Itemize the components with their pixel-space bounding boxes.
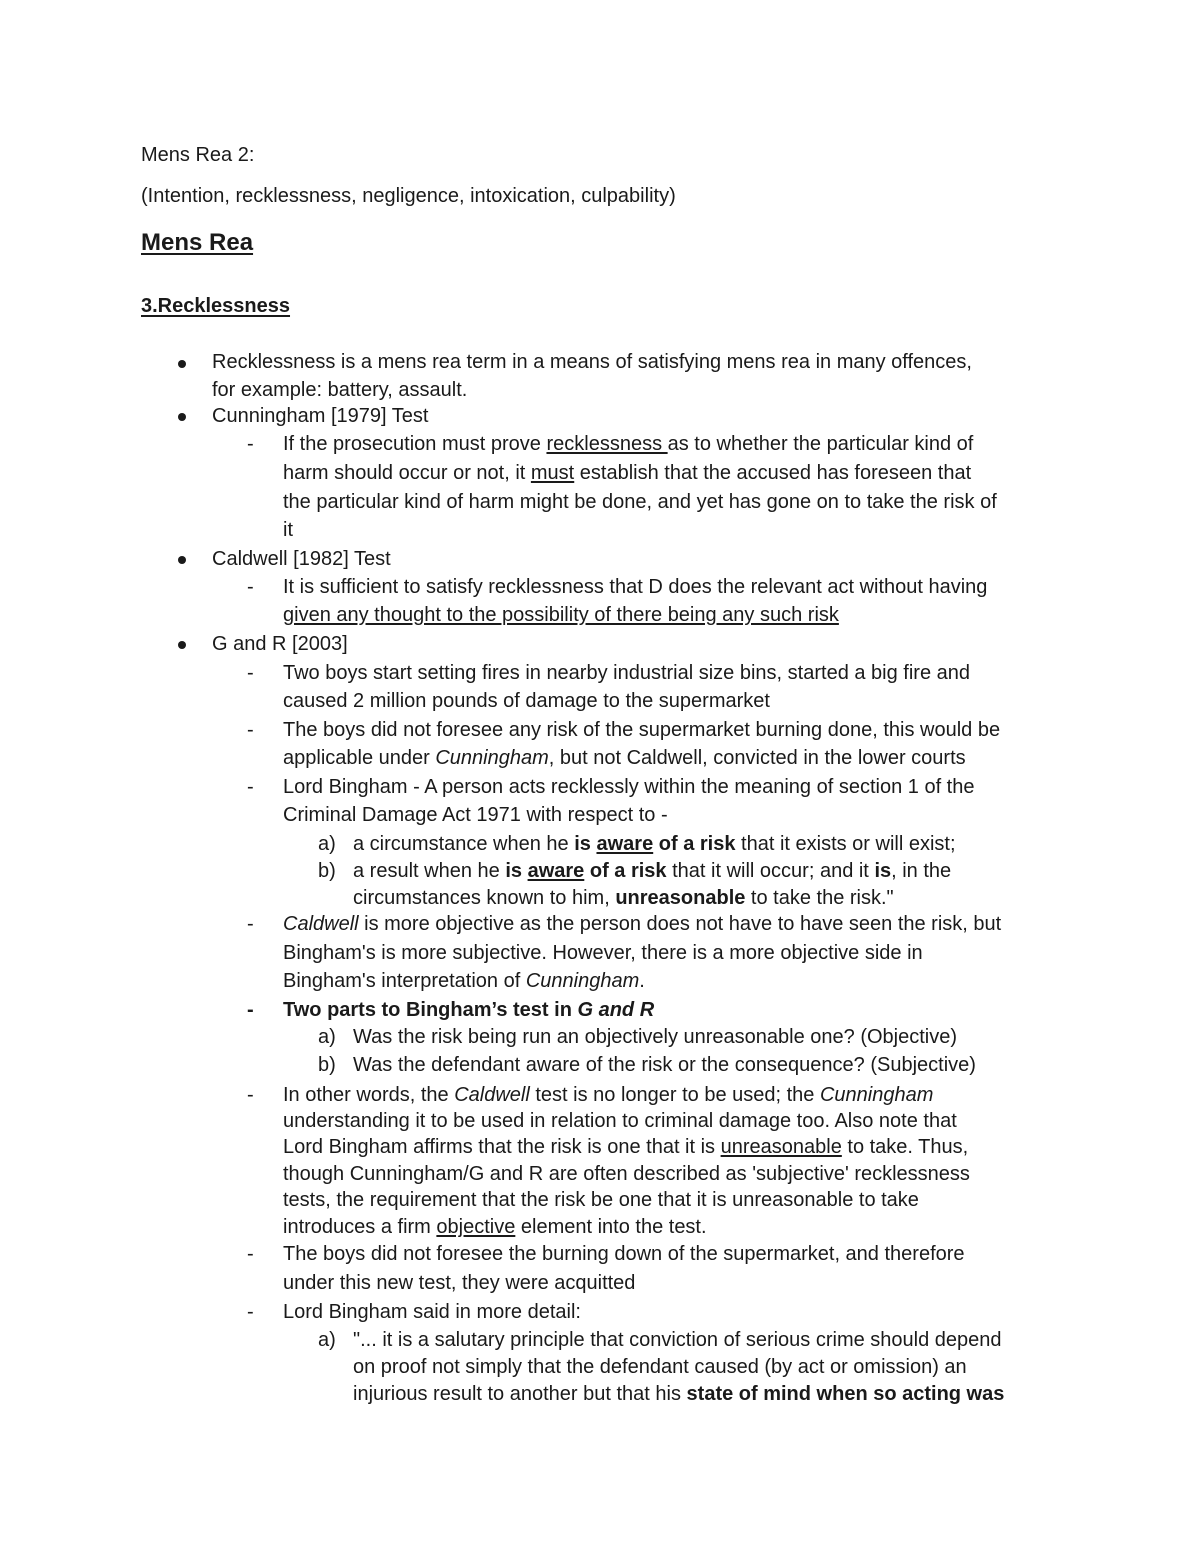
bullet-title-cunningham: Cunningham [1979] Test	[212, 405, 429, 427]
list-text: Was the defendant aware of the risk or the consequence? (Subjective)	[353, 1054, 976, 1076]
dash-marker: -	[247, 576, 254, 598]
list-text: In other words, the Caldwell test is no longer to be used; the Cunningham	[283, 1084, 934, 1106]
list-text: The boys did not foresee any risk of the supermarket burning done, this would be	[283, 719, 1001, 741]
document-title: Mens Rea 2:	[141, 144, 255, 166]
list-text: Bingham's is more subjective. However, there is a more objective side in	[283, 942, 923, 964]
list-text: Caldwell is more objective as the person does not have to have seen the risk, but	[283, 913, 1002, 935]
dash-marker: -	[247, 433, 254, 455]
bullet-icon	[178, 641, 186, 649]
list-text: harm should occur or not, it must establish that the accused has foreseen that	[283, 462, 972, 484]
dash-marker: -	[247, 719, 254, 741]
list-text: Lord Bingham - A person acts recklessly within the meaning of section 1 of the	[283, 776, 975, 798]
list-text: Bingham's interpretation of Cunningham.	[283, 970, 645, 992]
bullet-icon	[178, 360, 186, 368]
dash-marker: -	[247, 913, 254, 935]
list-text: understanding it to be used in relation to criminal damage too. Also note that	[283, 1110, 957, 1132]
bullet-icon	[178, 413, 186, 421]
list-text: Lord Bingham affirms that the risk is one that it is unreasonable to take. Thus,	[283, 1136, 969, 1158]
list-text: introduces a firm objective element into the test.	[283, 1216, 707, 1238]
list-text: Lord Bingham said in more detail:	[283, 1301, 581, 1323]
document-subtitle: (Intention, recklessness, negligence, intoxication, culpability)	[141, 185, 676, 207]
list-text: injurious result to another but that his state of mind when so acting was	[353, 1383, 1005, 1405]
list-text: under this new test, they were acquitted	[283, 1272, 636, 1294]
list-text: caused 2 million pounds of damage to the supermarket	[283, 690, 770, 712]
heading-mens-rea: Mens Rea	[141, 229, 254, 256]
list-text: It is sufficient to satisfy recklessness that D does the relevant act without having	[283, 576, 988, 598]
dash-marker: -	[247, 776, 254, 798]
dash-marker: -	[247, 1301, 254, 1323]
bullet-text: Recklessness is a mens rea term in a means of satisfying mens rea in many offences,	[212, 351, 972, 373]
list-letter: a)	[318, 833, 336, 855]
bullet-title-caldwell: Caldwell [1982] Test	[212, 548, 391, 570]
list-text-bold: Two parts to Bingham’s test in G and R	[283, 999, 655, 1021]
list-text: The boys did not foresee the burning down of the supermarket, and therefore	[283, 1243, 965, 1265]
list-text: the particular kind of harm might be done, and yet has gone on to take the risk of	[283, 491, 997, 513]
list-text: though Cunningham/G and R are often described as 'subjective' recklessness	[283, 1163, 970, 1185]
dash-marker: -	[247, 662, 254, 684]
bullet-title-g-and-r: G and R [2003]	[212, 633, 348, 655]
list-text: Criminal Damage Act 1971 with respect to -	[283, 804, 668, 826]
dash-marker: -	[247, 1243, 254, 1265]
list-text: "... it is a salutary principle that conviction of serious crime should depend	[353, 1329, 1002, 1351]
list-letter: b)	[318, 1054, 336, 1076]
dash-marker: -	[247, 1084, 254, 1106]
list-text: Was the risk being run an objectively unreasonable one? (Objective)	[353, 1026, 958, 1048]
bullet-text: for example: battery, assault.	[212, 379, 468, 401]
list-letter: a)	[318, 1026, 336, 1048]
list-text: circumstances known to him, unreasonable to take the risk."	[353, 887, 894, 909]
list-text: it	[283, 519, 293, 541]
dash-marker: -	[247, 999, 254, 1021]
list-text: on proof not simply that the defendant caused (by act or omission) an	[353, 1356, 967, 1378]
list-text: given any thought to the possibility of there being any such risk	[283, 604, 839, 626]
list-text: a circumstance when he is aware of a risk that it exists or will exist;	[353, 833, 956, 855]
list-text: tests, the requirement that the risk be one that it is unreasonable to take	[283, 1189, 919, 1211]
list-text: applicable under Cunningham, but not Caldwell, convicted in the lower courts	[283, 747, 966, 769]
list-text: Two boys start setting fires in nearby industrial size bins, started a big fire and	[283, 662, 971, 684]
list-letter: a)	[318, 1329, 336, 1351]
section-heading: 3.Recklessness	[141, 295, 291, 317]
list-letter: b)	[318, 860, 336, 882]
bullet-icon	[178, 556, 186, 564]
list-text: If the prosecution must prove recklessness as to whether the particular kind of	[283, 433, 974, 455]
list-text: a result when he is aware of a risk that it will occur; and it is, in the	[353, 860, 952, 882]
